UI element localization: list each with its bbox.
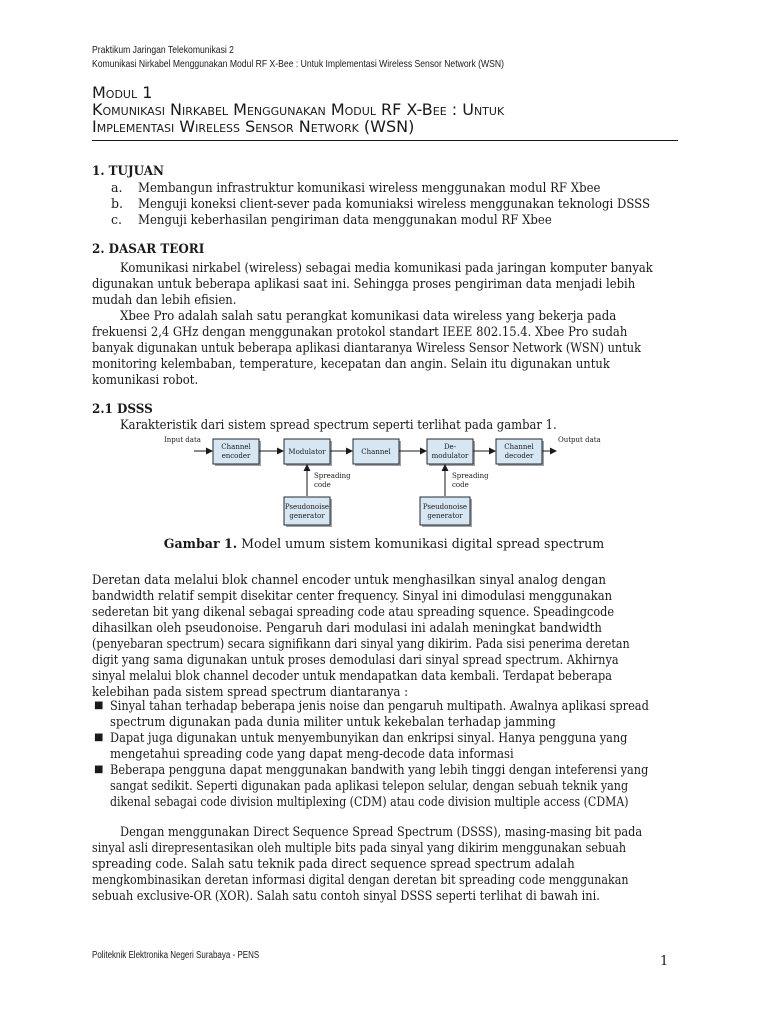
module-title	[92, 84, 682, 135]
body-line: kelebihan pada sistem spread spectrum diantaranya :	[92, 684, 408, 699]
bullet-line: mengetahui spreading code yang dapat meng-decode data informasi	[110, 746, 514, 761]
dsss-block-diagram	[160, 430, 610, 534]
teori-line: komunikasi robot.	[92, 372, 199, 387]
output-data-label: Output data	[558, 436, 601, 444]
bullet-line: spectrum digunakan pada dunia militer untuk kekebalan terhadap jamming	[110, 714, 556, 729]
figure-caption-text: Model umum sistem komunikasi digital spread spectrum	[237, 536, 605, 551]
pseudonoise-generator-box-2	[420, 497, 470, 525]
tujuan-marker-a: a.	[111, 180, 123, 195]
channel-encoder-label-2: encoder	[221, 452, 251, 460]
body-line: (penyebaran spectrum) secara signifikann dari sinyal yang dikirim. Pada sisi penerima deretan	[92, 636, 630, 651]
bullet-marker: ■	[94, 764, 104, 775]
channel-decoder-label-2: decoder	[504, 452, 534, 460]
teori-line: monitoring kelembaban, temperature, kecepatan dan angin. Selain itu digunakan untuk	[92, 356, 610, 371]
body-line: sebuah exclusive-OR (XOR). Salah satu contoh sinyal DSSS seperti terlihat di bawah ini.	[92, 888, 600, 903]
page-number: 1	[660, 954, 669, 969]
channel-label: Channel	[361, 448, 391, 456]
body-line: dihasilkan oleh pseudonoise. Pengaruh dari modulasi ini adalah meningkat bandwidth	[92, 620, 602, 635]
body-line: Dengan menggunakan Direct Sequence Spread Spectrum (DSSS), masing-masing bit pada	[120, 824, 643, 839]
pn-generator-1-label-1: Pseudonoise	[284, 503, 330, 511]
body-line: mengkombinasikan deretan informasi digital dengan deretan bit spreading code menggunakan	[92, 872, 629, 887]
pn-generator-1-label-2: generator	[289, 512, 325, 520]
body-line: bandwidth relatif sempit disekitar center frequency. Sinyal ini dimodulasi menggunakan	[92, 588, 613, 603]
teori-line: Komunikasi nirkabel (wireless) sebagai media komunikasi pada jaringan komputer banyak	[120, 260, 653, 275]
figure-caption	[0, 536, 768, 551]
tujuan-item-a: Membangun infrastruktur komunikasi wireless menggunakan modul RF Xbee	[138, 180, 601, 195]
title-divider	[92, 140, 678, 141]
teori-line: banyak digunakan untuk beberapa aplikasi diantaranya Wireless Sensor Network (WSN) untuk	[92, 340, 641, 355]
spreading-code-label-1a: Spreading	[314, 472, 351, 480]
module-title-line-1: Komunikasi Nirkabel Menggunakan Modul RF X-Bee : Untuk	[92, 100, 505, 119]
teori-line: Xbee Pro adalah salah satu perangkat komunikasi data wireless yang bekerja pada	[120, 308, 617, 323]
module-number: Modul 1	[92, 83, 153, 102]
bullet-marker: ■	[94, 700, 104, 711]
modulator-label: Modulator	[288, 448, 326, 456]
teori-line: mudah dan lebih efisien.	[92, 292, 237, 307]
section-heading-tujuan: 1. TUJUAN	[92, 164, 164, 179]
footer-institution: Politeknik Elektronika Negeri Surabaya - PENS	[92, 950, 260, 961]
module-title-line-2: Implementasi Wireless Sensor Network (WSN)	[92, 117, 415, 136]
section-heading-dasar-teori: 2. DASAR TEORI	[92, 242, 205, 257]
bullet-line: sangat sedikit. Seperti digunakan pada aplikasi telepon selular, dengan sebuah teknik yang	[110, 778, 629, 793]
pn-generator-2-label-1: Pseudonoise	[422, 503, 468, 511]
body-line: sederetan bit yang dikenal sebagai spreading code atau spreading squence. Speadingcode	[92, 604, 615, 619]
section-heading-dsss: 2.1 DSSS	[92, 402, 153, 417]
input-data-label: Input data	[164, 436, 201, 444]
bullet-line: Sinyal tahan terhadap beberapa jenis noise dan pengaruh multipath. Awalnya aplikasi spread	[110, 698, 649, 713]
dsss-intro: Karakteristik dari sistem spread spectrum seperti terlihat pada gambar 1.	[120, 417, 557, 432]
bullet-marker: ■	[94, 732, 104, 743]
body-line: spreading code. Salah satu teknik pada direct sequence spread spectrum adalah	[92, 856, 575, 871]
running-header-course: Praktikum Jaringan Telekomunikasi 2	[92, 44, 234, 56]
pn-generator-2-label-2: generator	[427, 512, 463, 520]
spreading-code-label-2b: code	[452, 481, 469, 489]
tujuan-marker-c: c.	[111, 212, 123, 227]
bullet-line: dikenal sebagai code division multiplexing (CDM) atau code division multiple access (CDMA)	[110, 794, 629, 809]
body-line: digit yang sama digunakan untuk proses demodulasi dari sinyal spread spectrum. Akhirnya	[92, 652, 619, 667]
tujuan-item-c: Menguji keberhasilan pengiriman data menggunakan modul RF Xbee	[138, 212, 552, 227]
spreading-code-label-2a: Spreading	[452, 472, 489, 480]
bullet-line: Dapat juga digunakan untuk menyembunyikan dan enkripsi sinyal. Hanya pengguna yang	[110, 730, 628, 745]
body-line: Deretan data melalui blok channel encoder untuk menghasilkan sinyal analog dengan	[92, 572, 607, 587]
running-header-title: Komunikasi Nirkabel Menggunakan Modul RF X-Bee : Untuk Implementasi Wireless Sensor Network (WSN)	[92, 58, 504, 70]
teori-line: frekuensi 2,4 GHz dengan menggunakan protokol standart IEEE 802.15.4. Xbee Pro sudah	[92, 324, 628, 339]
demodulator-label-2: modulator	[431, 452, 469, 460]
body-line: sinyal melalui blok channel decoder untuk mendapatkan data kembali. Terdapat beberapa	[92, 668, 612, 683]
body-line: sinyal asli direpresentasikan oleh multiple bits pada sinyal yang dikirim menggunakan sebuah	[92, 840, 627, 855]
pseudonoise-generator-box-1	[284, 497, 330, 525]
tujuan-marker-b: b.	[111, 196, 124, 211]
channel-decoder-label-1: Channel	[504, 443, 534, 451]
figure-caption-label: Gambar 1.	[163, 536, 238, 551]
tujuan-item-b: Menguji koneksi client-sever pada komuniaksi wireless menggunakan teknologi DSSS	[138, 196, 650, 211]
spreading-code-label-1b: code	[314, 481, 331, 489]
demodulator-label-1: De-	[443, 443, 457, 451]
teori-line: digunakan untuk beberapa aplikasi saat ini. Sehingga proses pengiriman data menjadi lebih	[92, 276, 636, 291]
bullet-line: Beberapa pengguna dapat menggunakan bandwith yang lebih tinggi dengan inteferensi yang	[110, 762, 649, 777]
channel-encoder-label-1: Channel	[221, 443, 251, 451]
